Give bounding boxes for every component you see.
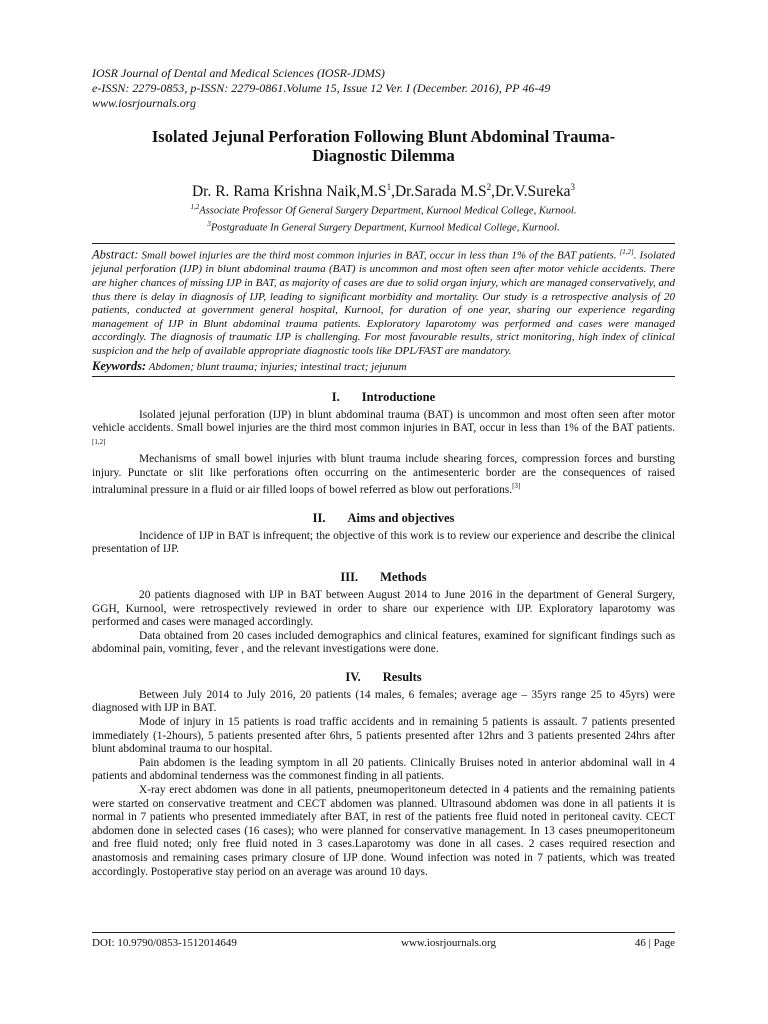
intro-paragraph-2-text: Mechanisms of small bowel injuries with blunt trauma include shearing forces, compression forces and bursting injury. Punctate or slit like perforations often occurring on the antimesenteric border are the consequences of raised intraluminal pressure in a fluid or air filled loops of bowel referred as blow out perforations. [92,453,675,497]
footer-doi: DOI: 10.9790/0853-1512014649 [92,937,237,949]
aims-paragraph: Incidence of IJP in BAT is infrequent; the objective of this work is to review our experience and describe the clinical presentation of IJP. [92,529,675,556]
footer-rule [92,932,675,933]
section-3-title: Methods [380,569,427,584]
section-4-title: Results [382,669,422,684]
journal-header [92,66,675,111]
affiliations [92,201,675,234]
author-2-sup: 2 [486,182,492,192]
paper-page [92,66,675,879]
section-1-number: I. [331,389,340,404]
abstract-top-rule [92,243,675,244]
section-2-title: Aims and objectives [347,510,455,525]
methods-paragraph-1: 20 patients diagnosed with IJP in BAT between August 2014 to June 2016 in the department of General Surgery, GGH, Kurnool, were retrospectively reviewed in order to share our experience with IJP. Exploratory laparotomy was performed and cases were managed accordingly. [92,588,675,629]
intro-paragraph-2 [92,453,675,498]
footer-website: www.iosrjournals.org [401,937,497,949]
journal-issn: e-ISSN: 2279-0853, p-ISSN: 2279-0861.Volume 15, Issue 12 Ver. I (December. 2016), PP 46-49 [92,81,551,95]
abstract-text-2: . Isolated jejunal perforation (IJP) in blunt abdominal trauma (BAT) is uncommon and most often seen after motor vehicle accidents. There are higher chances of missing IJP in BAT, as majority of cases are due to solid organ injury, which are managed conservatively, and thus there is delay in diagnosis of IJP, leading to significant morbidity and mortality. Our study is a retrospective analysis of 20 patients, conducted at government general hospital, Kurnool, for duration of one year, sharing our experience regarding management of IJP in Blunt abdominal trauma patients. Exploratory laparotomy was performed and cases were managed accordingly. The diagnosis of traumatic IJP is challenging. For most favourable results, strict monitoring, high index of clinical suspicion and the help of available appropriate diagnostic tools like DPL/FAST are mandatory. [92,249,675,357]
affiliation-1-sup: 1,2 [190,203,200,212]
section-heading-aims [92,511,675,526]
footer-page-number: 46 | Page [634,937,675,949]
section-heading-methods [92,570,675,585]
author-list [92,178,675,201]
page-footer [92,932,675,950]
paper-title [92,127,675,165]
methods-paragraph-2: Data obtained from 20 cases included demographics and clinical features, examined for significant findings such as abdominal pain, vomiting, fever , and the relevant investigations were done. [92,629,675,656]
section-2-number: II. [312,510,326,525]
abstract [92,246,675,358]
section-4-number: IV. [345,669,361,684]
results-paragraph-1: Between July 2014 to July 2016, 20 patients (14 males, 6 females; average age – 35yrs range 25 to 45yrs) were diagnosed with IJP in BAT. [92,688,675,715]
author-2: ,Dr.Sarada M.S [391,183,487,201]
footer-row [92,936,675,950]
author-3-sup: 3 [570,182,576,192]
paper-title-line1: Isolated Jejunal Perforation Following Blunt Abdominal Trauma- [151,127,616,146]
journal-website: www.iosrjournals.org [92,96,197,110]
abstract-ref: [1,2] [619,248,634,257]
affiliation-1-text: Associate Professor Of General Surgery Department, Kurnool Medical College, Kurnool. [199,205,577,217]
keywords [92,359,675,374]
abstract-label: Abstract: [92,247,139,262]
intro-paragraph-1-text: Isolated jejunal perforation (IJP) in blunt abdominal trauma (BAT) is uncommon and most often seen after motor vehicle accidents. Small bowel injuries are the third most common injuries in BAT, occur in less than 1% of the BAT patients. [92,408,675,435]
affiliation-2-text: Postgraduate In General Surgery Department, Kurnool Medical College, Kurnool. [210,222,560,234]
results-paragraph-2: Mode of injury in 15 patients is road traffic accidents and in remaining 5 patients is assault. 7 patients presented immediately (1-2hours), 5 patients presented after 6hrs, 5 patients presented after 12hrs and 3 patients presented 24hrs after blunt abdominal trauma to our hospital. [92,716,675,756]
results-paragraph-4: X-ray erect abdomen was done in all patients, pneumoperitoneum detected in 4 patients and the remaining patients were started on conservative treatment and CECT abdomen was planned. Ultrasound abdomen was done in all patients it is normal in 7 patients who presented immediately after BAT, in rest of the patients free fluid noted in peritoneal cavity. CECT abdomen done in selected cases (16 cases); who were planned for conservative management. In 13 cases pneumoperitoneum and free fluid noted; only free fluid noted in 3 cases.Laparotomy was done in all cases. 2 cases required resection and anastomosis and remaining cases primary closure of IJP done. Wound infection was noted in 7 patients, which was treated accordingly. Postoperative stay period on an average was around 10 days. [92,784,675,878]
intro-ref-1: [1,2] [92,437,106,446]
affiliation-2 [92,218,675,235]
author-3: ,Dr.V.Sureka [491,183,571,201]
affiliation-1 [92,201,675,218]
paper-title-line2: Diagnostic Dilemma [312,146,455,165]
author-1: Dr. R. Rama Krishna Naik,M.S [191,183,387,201]
author-1-sup: 1 [386,182,392,192]
keywords-label: Keywords: [92,358,147,373]
results-paragraph-3: Pain abdomen is the leading symptom in all 20 patients. Clinically Bruises noted in anterior abdominal wall in 4 patients and abdominal tenderness was the commonest finding in all patients. [92,756,675,783]
intro-paragraph-1 [92,409,675,454]
journal-name: IOSR Journal of Dental and Medical Sciences (IOSR-JDMS) [92,66,385,80]
section-heading-introduction [92,390,675,405]
affiliation-2-sup: 3 [207,219,211,228]
intro-ref-2: [3] [512,482,521,491]
abstract-text-1: Small bowel injuries are the third most common injuries in BAT, occur in less than 1% of the BAT patients. [138,249,620,262]
section-heading-results [92,670,675,685]
abstract-bottom-rule [92,376,675,377]
section-3-number: III. [340,569,359,584]
abstract-block [92,243,675,376]
keywords-text: Abdomen; blunt trauma; injuries; intestinal tract; jejunum [146,360,407,373]
section-1-title: Introductione [361,389,436,404]
